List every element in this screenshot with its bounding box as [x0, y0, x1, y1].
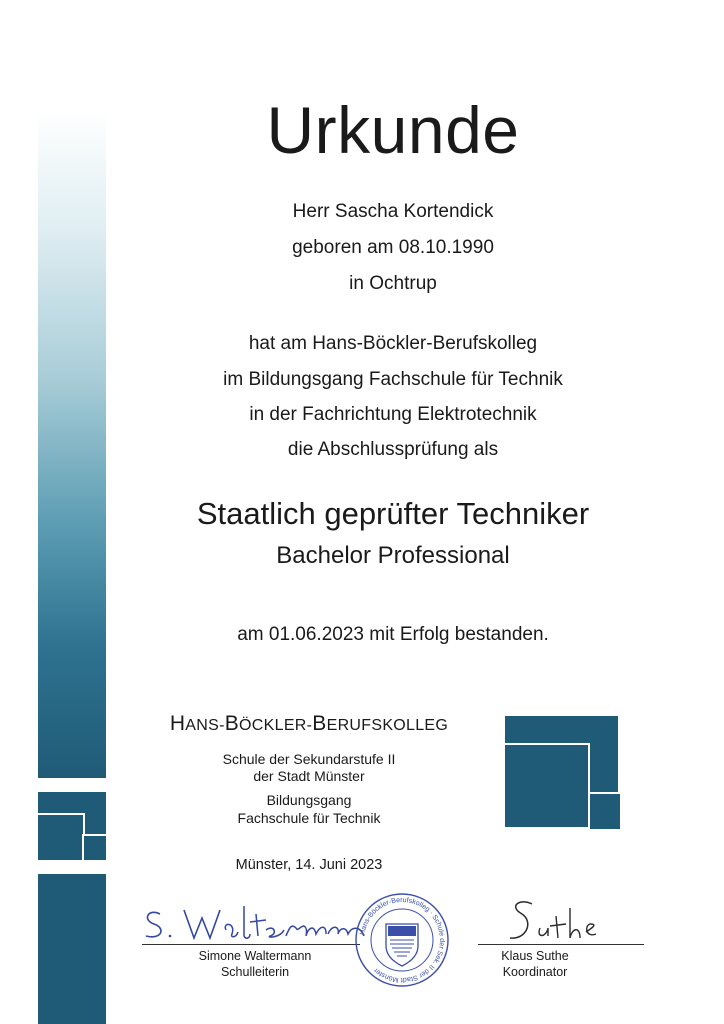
school-logo-divider — [505, 743, 590, 745]
school-line: Schule der Sekundarstufe II — [222, 751, 396, 767]
signature-line-right — [478, 944, 644, 945]
birth-place: in Ochtrup — [349, 273, 437, 294]
left-bottom-bar — [38, 874, 106, 1024]
signatory-right-name: Klaus Suthe — [501, 949, 569, 963]
school-logo-small-square — [588, 792, 620, 829]
svg-text:Hans-Böckler-Berufskolleg · Sc: Hans-Böckler-Berufskolleg · Schule der Sek. II der Stadt Münster — [359, 896, 446, 984]
signatory-left-name: Simone Waltermann — [198, 949, 312, 963]
signatory-right-role: Koordinator — [502, 965, 568, 979]
certificate-title: Urkunde — [266, 93, 520, 167]
birth-date: geboren am 08.10.1990 — [292, 237, 494, 258]
person-name: Herr Sascha Kortendick — [292, 201, 494, 222]
signature-line-left — [142, 944, 360, 945]
left-logo-small-square — [84, 836, 106, 860]
degree-subtitle: Bachelor Professional — [276, 542, 510, 569]
signature-right-handwriting — [500, 896, 610, 946]
degree-title: Staatlich geprüfter Techniker — [196, 496, 590, 531]
signatory-left-role: Schulleiterin — [220, 965, 290, 979]
left-logo-divider — [38, 813, 84, 815]
body-line: hat am Hans-Böckler-Berufskolleg — [248, 333, 538, 354]
left-gradient-bar — [38, 110, 106, 778]
issue-date: Münster, 14. Juni 2023 — [235, 857, 383, 873]
signature-left-handwriting — [140, 900, 370, 946]
school-line: Fachschule für Technik — [237, 810, 381, 826]
left-logo-divider-vertical — [83, 813, 85, 836]
official-seal — [352, 890, 452, 990]
result-line: am 01.06.2023 mit Erfolg bestanden. — [237, 624, 549, 645]
body-line: im Bildungsgang Fachschule für Technik — [223, 369, 563, 390]
school-line: Bildungsgang — [266, 792, 352, 808]
body-line: in der Fachrichtung Elektrotechnik — [249, 404, 537, 425]
school-name: HANS-BÖCKLER-BERUFSKOLLEG — [169, 712, 449, 735]
school-logo-divider-vertical — [588, 743, 590, 793]
school-line: der Stadt Münster — [253, 768, 365, 784]
body-line: die Abschlussprüfung als — [287, 439, 499, 460]
